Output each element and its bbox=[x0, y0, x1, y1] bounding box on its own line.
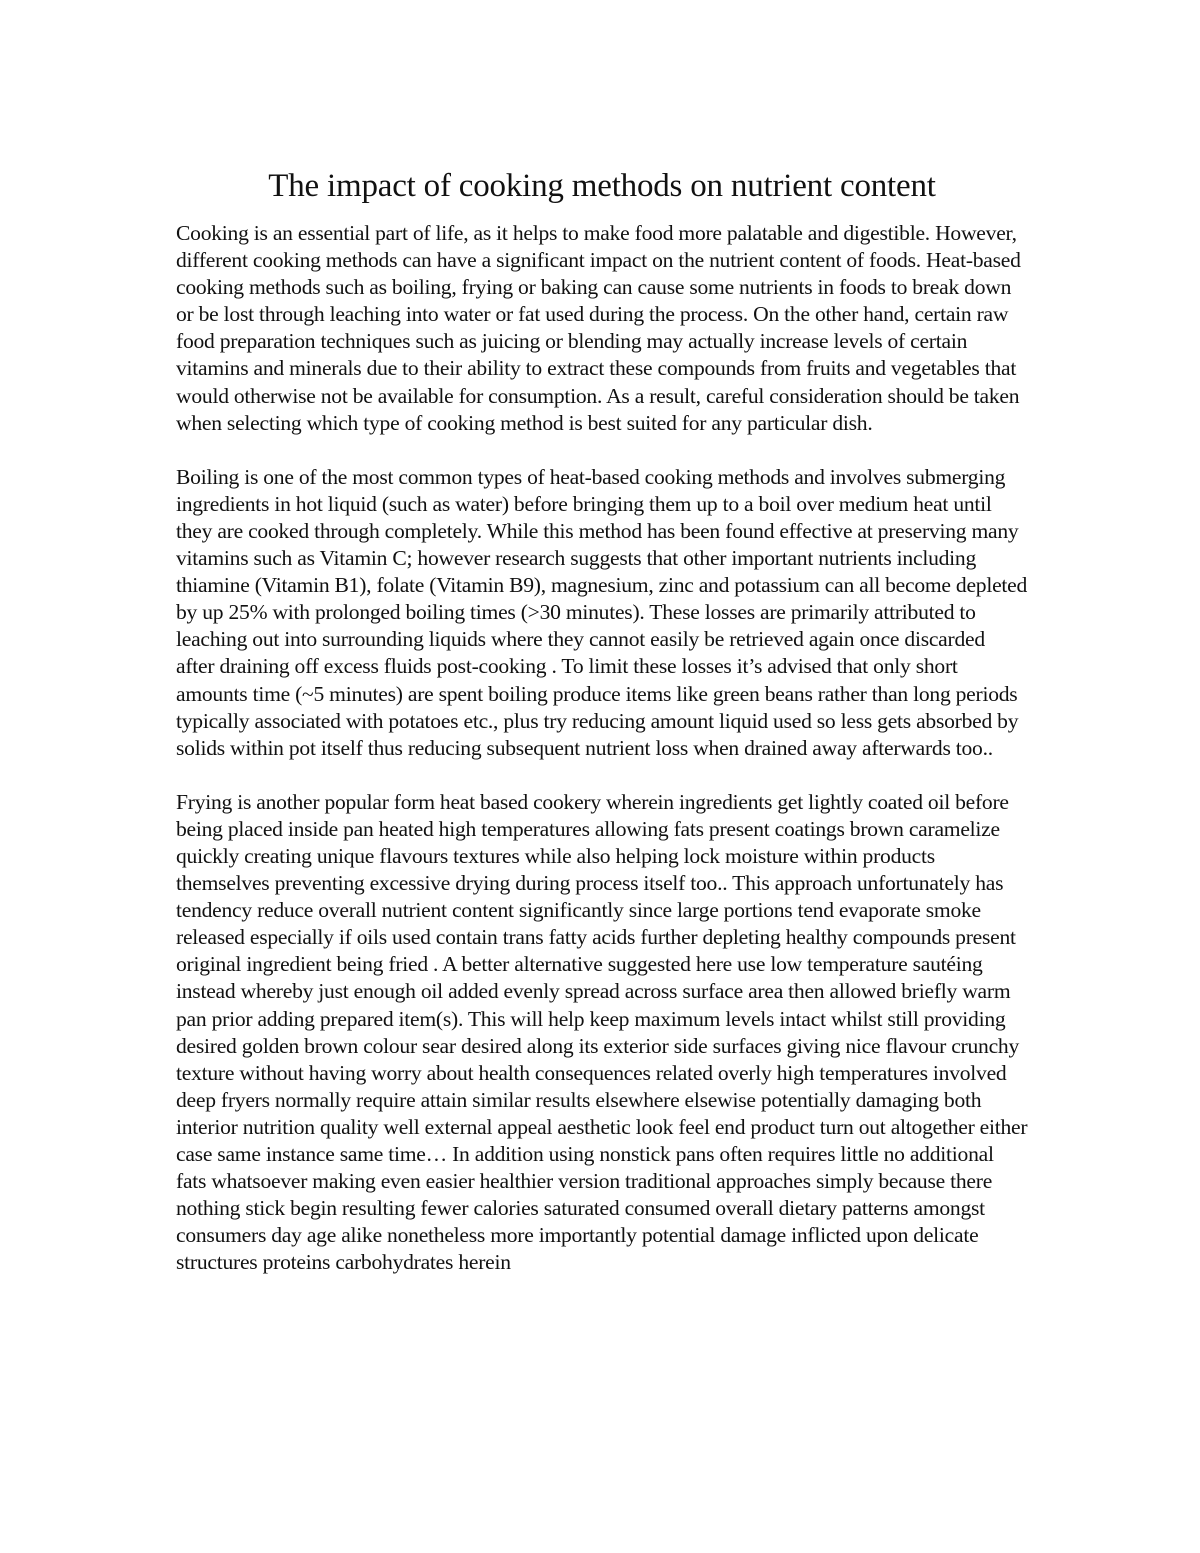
document-title: The impact of cooking methods on nutrient content bbox=[268, 168, 936, 204]
document-body bbox=[176, 166, 1028, 1276]
paragraph-introduction: Cooking is an essential part of life, as it helps to make food more palatable and digestible. However, different cooking methods can have a significant impact on the nutrient content of foods. Heat-based cooking methods such as boiling, frying or baking can cause some nutrients in foods to break down or be lost through leaching into water or fat used during the process. On the other hand, certain raw food preparation techniques such as juicing or blending may actually increase levels of certain vitamins and minerals due to their ability to extract these compounds from fruits and vegetables that would otherwise not be available for consumption. As a result, careful consideration should be taken when selecting which type of cooking method is best suited for any particular dish. bbox=[176, 221, 1021, 435]
paragraph-boiling: Boiling is one of the most common types of heat-based cooking methods and involves submerging ingredients in hot liquid (such as water) before bringing them up to a boil over medium heat until they are cooked through completely. While this method has been found effective at preserving many vitamins such as Vitamin C; however research suggests that other important nutrients including thiamine (Vitamin B1), folate (Vitamin B9), magnesium, zinc and potassium can all become depleted by up 25% with prolonged boiling times (>30 minutes). These losses are primarily attributed to leaching out into surrounding liquids where they cannot easily be retrieved again once discarded after draining off excess fluids post-cooking . To limit these losses it’s advised that only short amounts time (~5 minutes) are spent boiling produce items like green beans rather than long periods typically associated with potatoes etc., plus try reducing amount liquid used so less gets absorbed by solids within pot itself thus reducing subsequent nutrient loss when drained away afterwards too.. bbox=[176, 464, 1028, 760]
paragraph-frying: Frying is another popular form heat based cookery wherein ingredients get lightly coated oil before being placed inside pan heated high temperatures allowing fats present coatings brown caramelize quickly creating unique flavours textures while also helping lock moisture within products themselves preventing excessive drying during process itself too.. This approach unfortunately has tendency reduce overall nutrient content significantly since large portions tend evaporate smoke released especially if oils used contain trans fatty acids further depleting healthy compounds present original ingredient being fried . A better alternative suggested here use low temperature sautéing instead whereby just enough oil added evenly spread across surface area then allowed briefly warm pan prior adding prepared item(s). This will help keep maximum levels intact whilst still providing desired golden brown colour sear desired along its exterior side surfaces giving nice flavour crunchy texture without having worry about health consequences related overly high temperatures involved deep fryers normally require attain similar results elsewhere elsewise potentially damaging both interior nutrition quality well external appeal aesthetic look feel end product turn out altogether either case same instance same time… In addition using nonstick pans often requires little no additional fats whatsoever making even easier healthier version traditional approaches simply because there nothing stick begin resulting fewer calories saturated consumed overall dietary patterns amongst consumers day age alike nonetheless more importantly potential damage inflicted upon delicate structures proteins carbohydrates herein bbox=[176, 789, 1028, 1275]
